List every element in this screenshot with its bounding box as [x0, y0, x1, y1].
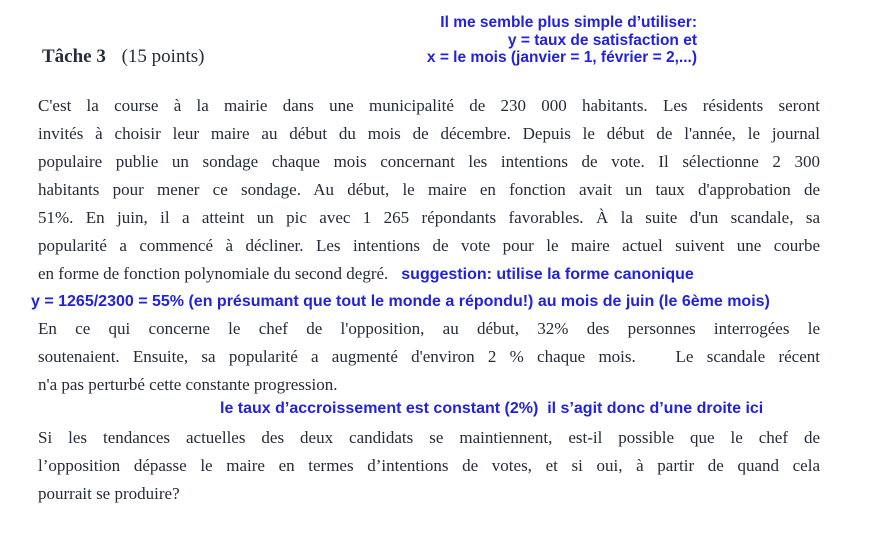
text-line: populaire publie un sondage chaque mois concernant les intentions de vote. Il sélectionne 2 300 — [38, 152, 820, 171]
teacher-annotation-peak-value: y = 1265/2300 = 55% (en présumant que tout le monde a répondu!) au mois de juin (le 6ème mois) — [31, 293, 770, 310]
teacher-annotation-constant-rate: le taux d’accroissement est constant (2%) il s’agit donc d’une droite ici — [220, 400, 764, 417]
text-line: Il me semble plus simple d’utiliser: — [440, 14, 697, 31]
paragraph-mayor-context — [38, 92, 820, 260]
task-points-label: (15 points) — [121, 46, 205, 67]
text-line: invités à choisir leur maire au début du mois de décembre. Depuis le début de l'année, le journal — [38, 124, 820, 143]
paragraph-question-last-line: pourrait se produire? — [38, 484, 180, 503]
paragraph-opposition — [38, 315, 820, 371]
text-line: En ce qui concerne le chef de l'opposition, au début, 32% des personnes interrogées le — [38, 319, 820, 338]
text-line: habitants pour mener ce sondage. Au début, le maire en fonction avait un taux d'approbation de — [38, 180, 820, 199]
text-line: y = taux de satisfaction et — [507, 31, 697, 49]
text-line: x = le mois (janvier = 1, février = 2,...) — [426, 49, 697, 66]
teacher-annotation-canonical-suggestion: suggestion: utilise la forme canonique — [401, 266, 694, 283]
text-line: 51%. En juin, il a atteint un pic avec 1 265 répondants favorables. À la suite d'un scandale, sa — [38, 208, 820, 227]
paragraph-opposition-last-line: n'a pas perturbé cette constante progression. — [38, 375, 338, 394]
text-line: l’opposition dépasse le maire en termes d’intentions de votes, et si oui, à partir de quand cela — [38, 456, 820, 475]
text-line: C'est la course à la mairie dans une municipalité de 230 000 habitants. Les résidents seront — [38, 96, 820, 115]
document-body — [31, 92, 820, 508]
teacher-note-variables — [427, 14, 697, 67]
text-line: Si les tendances actuelles des deux candidats se maintiennent, est-il possible que le chef de — [38, 428, 820, 447]
paragraph-mayor-last-line-text: en forme de fonction polynomiale du second degré. — [38, 264, 389, 283]
text-line: soutenaient. Ensuite, sa popularité a augmenté d'environ 2 % chaque mois. Le scandale récent — [38, 347, 820, 366]
task-title — [42, 46, 204, 68]
paragraph-question — [38, 424, 820, 480]
task-title-label: Tâche 3 — [42, 46, 106, 67]
paragraph-mayor-last-line — [38, 260, 820, 289]
text-line: popularité a commencé à décliner. Les intentions de vote pour le maire actuel suivent une courbe — [38, 236, 820, 255]
